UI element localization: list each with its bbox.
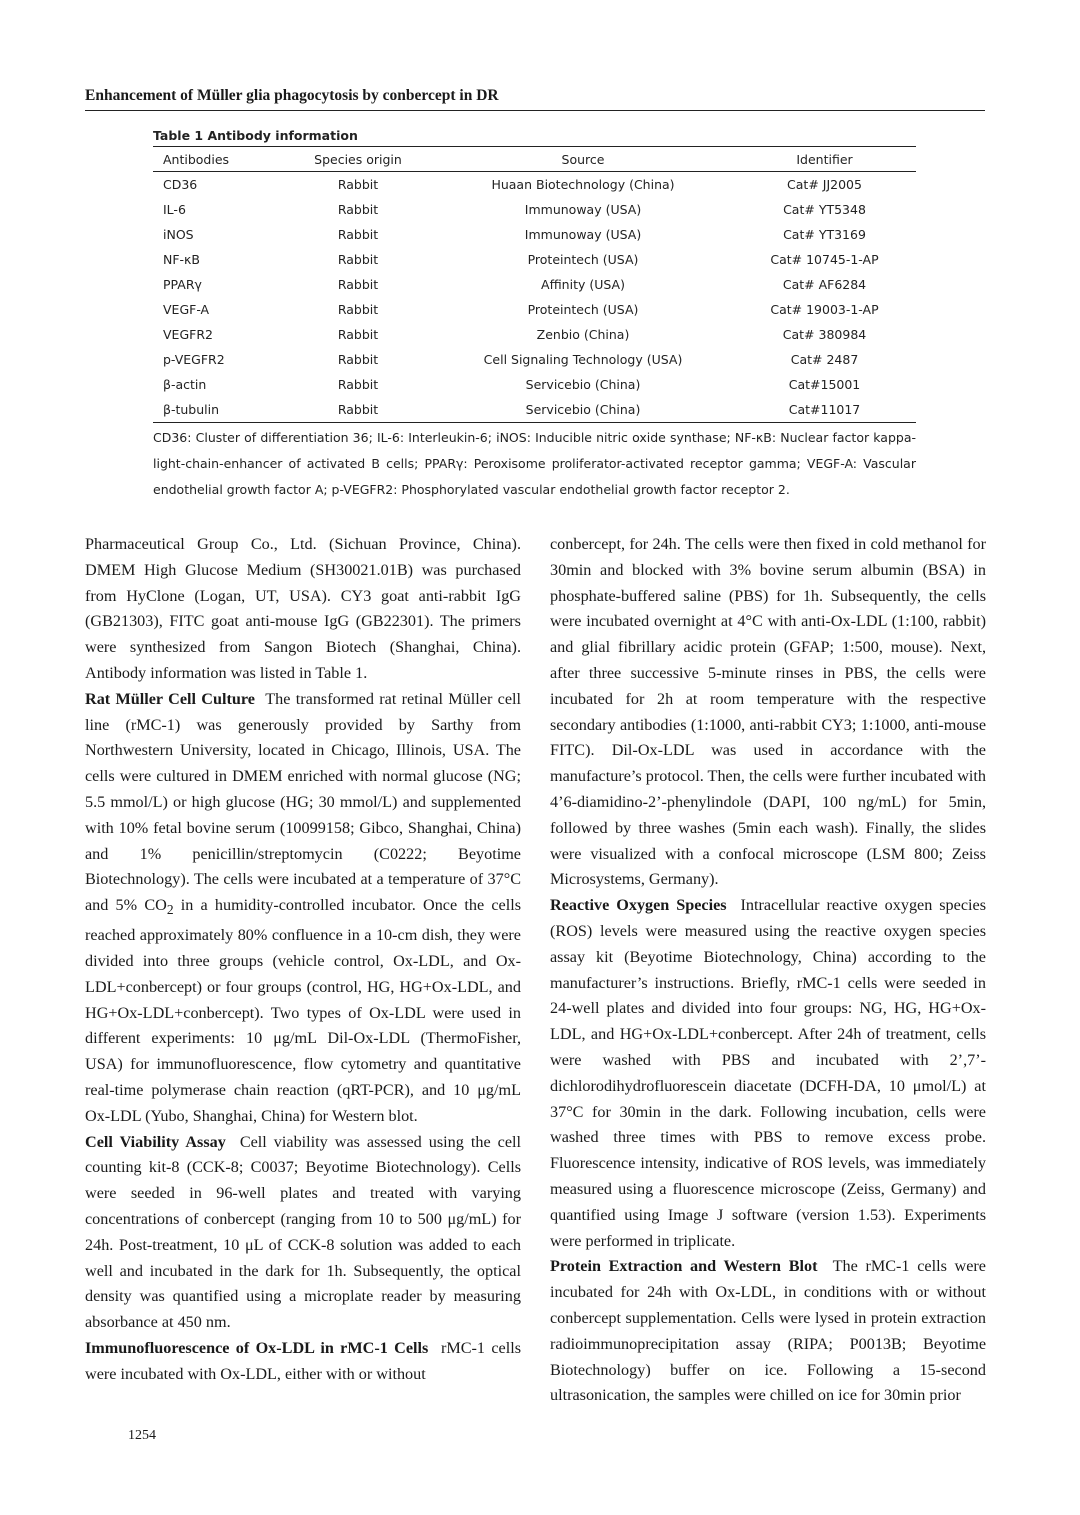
antibody-table bbox=[153, 146, 916, 423]
cell-antibody: β-tubulin bbox=[153, 397, 283, 423]
cell-source: Affinity (USA) bbox=[541, 277, 625, 292]
table-caption: Table 1 Antibody information bbox=[153, 128, 358, 143]
cell-source: Immunoway (USA) bbox=[524, 227, 642, 242]
table-row bbox=[153, 347, 916, 372]
table-row bbox=[153, 247, 916, 272]
paragraph-cell-culture-text-b: in a humidity-controlled incubator. Once the cells reached approximately 80% confluence in a 10-cm dish, they were divided into three groups (vehicle control, Ox-LDL, and Ox-LDL+conbercept) or four groups (control, HG, HG+Ox-LDL, and HG+Ox-LDL+conbercept). Two types of Ox-LDL were used in different experiments: 10 μg/mL Dil-Ox-LDL (ThermoFisher, USA) for immunofluorescence, flow cytometry and quantitative real-time polymerase chain reaction (qRT-PCR), and 10 μg/mL Ox-LDL (Yubo, Shanghai, China) for Western blot. bbox=[85, 896, 521, 1125]
cell-species: Rabbit bbox=[337, 327, 379, 342]
cell-identifier: Cat# AF6284 bbox=[782, 277, 867, 292]
cell-antibody: VEGFR2 bbox=[163, 327, 213, 342]
table-row bbox=[153, 322, 916, 347]
header-identifier: Identifier bbox=[733, 147, 916, 172]
section-heading-western-blot: Protein Extraction and Western Blot bbox=[550, 1257, 818, 1276]
header-antibodies: Antibodies bbox=[153, 147, 283, 172]
table-row bbox=[153, 372, 916, 397]
table-row bbox=[153, 272, 916, 297]
cell-source: Servicebio (China) bbox=[433, 397, 733, 423]
cell-identifier: Cat# YT5348 bbox=[783, 202, 866, 217]
cell-source: Zenbio (China) bbox=[536, 327, 630, 342]
paragraph-immunofluorescence bbox=[85, 1336, 521, 1388]
table-row bbox=[153, 172, 916, 198]
table-header-row bbox=[153, 147, 916, 172]
cell-source: Cell Signaling Technology (USA) bbox=[483, 352, 683, 367]
cell-species: Rabbit bbox=[337, 227, 379, 242]
paragraph-western-blot-text: The rMC-1 cells were incubated for 24h with Ox-LDL, in conditions with or without conbercept supplementation. Cells were lysed in protein extraction radioimmunoprecipitation assay (RIPA; P0013B; Beyotime Biotechnology) buffer on ice. Following a 15-second ultrasonication, the samples were chilled on ice for 30min prior bbox=[550, 1257, 986, 1405]
cell-antibody: PPARγ bbox=[163, 277, 202, 292]
cell-antibody: β-actin bbox=[163, 377, 207, 392]
paragraph-ros-text: Intracellular reactive oxygen species (ROS) levels were measured using the reactive oxygen species assay kit (Beyotime Biotechnology, China) according to the manufacturer’s instructions. Briefly, rMC-1 cells were seeded in 24-well plates and divided into four groups: NG, HG, HG+Ox-LDL, and HG+Ox-LDL+conbercept. After 24h of treatment, cells were washed with PBS and incubated with 2’,7’-dichlorodihydrofluorescein diacetate (DCFH-DA, 10 μmol/L) at 37°C for 30min in the dark. Following incubation, cells were washed three times with PBS to remove excess probe. Fluorescence intensity, indicative of ROS levels, was immediately measured using a fluorescence microscope (Zeiss, Germany) and quantified using Image J software (version 1.53). Experiments were performed in triplicate. bbox=[550, 896, 986, 1250]
cell-source: Immunoway (USA) bbox=[524, 202, 642, 217]
table-row bbox=[153, 197, 916, 222]
right-column bbox=[550, 532, 986, 1409]
paragraph-ros bbox=[550, 893, 986, 1254]
section-heading-immunofluorescence: Immunofluorescence of Ox-LDL in rMC-1 Cells bbox=[85, 1338, 429, 1357]
paragraph-cell-viability-text: Cell viability was assessed using the cell counting kit-8 (CCK-8; C0037; Beyotime Biotechnology). Cells were seeded in 96-well plates and treated with varying concentrations of conbercept (ranging from 10 to 500 μg/mL) for 24h. Post-treatment, 10 μL of CCK-8 solution was added to each well and incubated in the dark for 1h. Subsequently, the optical density was quantified using a microplate reader by measuring absorbance at 450 nm. bbox=[85, 1132, 521, 1332]
header-source: Source bbox=[433, 147, 733, 172]
cell-antibody: IL-6 bbox=[163, 202, 186, 217]
cell-species: Rabbit bbox=[337, 377, 379, 392]
cell-identifier: Cat# JJ2005 bbox=[787, 177, 862, 192]
cell-species: Rabbit bbox=[337, 252, 379, 267]
table-footnote: CD36: Cluster of differentiation 36; IL-6: Interleukin-6; iNOS: Inducible nitric oxide synthase; NF-κB: Nuclear factor kappa-light-chain-enhancer of activated B cells; PPARγ: Peroxisome proliferator-activated receptor gamma; VEGF-A: Vascular endothelial growth factor A; p-VEGFR2: Phosphorylated vascular endothelial growth factor receptor 2. bbox=[153, 430, 916, 497]
cell-antibody: CD36 bbox=[163, 177, 198, 192]
cell-source: Proteintech (USA) bbox=[527, 252, 639, 267]
table-row bbox=[153, 297, 916, 322]
cell-identifier: Cat# 380984 bbox=[782, 327, 867, 342]
cell-species: Rabbit bbox=[337, 177, 379, 192]
paragraph-materials: Pharmaceutical Group Co., Ltd. (Sichuan Province, China). DMEM High Glucose Medium (SH30021.01B) was purchased from HyClone (Logan, UT, USA). CY3 goat anti-rabbit IgG (GB21303), FITC goat anti-mouse IgG (GB22301). The primers were synthesized from Sangon Biotech (Shanghai, China). Antibody information was listed in Table 1. bbox=[85, 535, 521, 682]
cell-identifier: Cat#11017 bbox=[733, 397, 916, 423]
cell-species: Rabbit bbox=[337, 277, 379, 292]
paragraph-immunofluorescence-continued: conbercept, for 24h. The cells were then fixed in cold methanol for 30min and blocked with 3% bovine serum albumin (BSA) in phosphate-buffered saline (PBS) for 1h. Subsequently, the cells were incubated overnight at 4°C with anti-Ox-LDL (1:100, rabbit) and glial fibrillary acidic protein (GFAP; 1:500, mouse). Next, after three successive 5-minute rinses in PBS, the cells were incubated for 2h at room temperature with the respective secondary antibodies (1:1000, anti-rabbit CY3; 1:1000, anti-mouse FITC). Dil-Ox-LDL was used in accordance with the manufacture’s protocol. Then, the cells were further incubated with 4’6-diamidino-2’-phenylindole (DAPI, 100 ng/mL) for 5min, followed by three washes (5min each wash). Finally, the slides were visualized with a confocal microscope (LSM 800; Zeiss Microsystems, Germany). bbox=[550, 535, 986, 889]
section-heading-cell-culture: Rat Müller Cell Culture bbox=[85, 689, 255, 708]
cell-source: Proteintech (USA) bbox=[527, 302, 639, 317]
section-heading-ros: Reactive Oxygen Species bbox=[550, 896, 727, 915]
cell-species: Rabbit bbox=[283, 397, 433, 423]
header-species-origin: Species origin bbox=[283, 147, 433, 172]
table-row bbox=[153, 397, 916, 423]
running-title: Enhancement of Müller glia phagocytosis by conbercept in DR bbox=[85, 87, 985, 111]
section-heading-cell-viability: Cell Viability Assay bbox=[85, 1132, 226, 1151]
cell-identifier: Cat# YT3169 bbox=[783, 227, 866, 242]
cell-species: Rabbit bbox=[337, 302, 379, 317]
cell-antibody: NF-κB bbox=[163, 252, 200, 267]
paragraph-western-blot bbox=[550, 1254, 986, 1409]
left-column bbox=[85, 532, 521, 1388]
cell-identifier: Cat#15001 bbox=[788, 377, 861, 392]
table-row bbox=[153, 222, 916, 247]
paragraph-cell-viability bbox=[85, 1130, 521, 1336]
page-number: 1254 bbox=[128, 1428, 156, 1443]
paragraph-cell-culture-text-a: The transformed rat retinal Müller cell line (rMC-1) was generously provided by Sarthy from Northwestern University, located in Chicago, Illinois, USA. The cells were cultured in DMEM enriched with normal glucose (NG; 5.5 mmol/L) or high glucose (HG; 30 mmol/L) and supplemented with 10% fetal bovine serum (10099158; Gibco, Shanghai, China) and 1% penicillin/streptomycin (C0222; Beyotime Biotechnology). The cells were incubated at a temperature of 37°C and 5% CO bbox=[85, 689, 521, 915]
antibody-table-block bbox=[153, 128, 916, 503]
cell-source: Servicebio (China) bbox=[525, 377, 641, 392]
cell-antibody: p-VEGFR2 bbox=[163, 352, 225, 367]
paragraph-cell-culture bbox=[85, 687, 521, 1130]
subscript-co2: 2 bbox=[166, 902, 174, 918]
cell-species: Rabbit bbox=[337, 202, 379, 217]
cell-species: Rabbit bbox=[337, 352, 379, 367]
cell-source: Huaan Biotechnology (China) bbox=[491, 177, 675, 192]
cell-antibody: VEGF-A bbox=[163, 302, 210, 317]
cell-antibody: iNOS bbox=[163, 227, 194, 242]
cell-identifier: Cat# 2487 bbox=[790, 352, 859, 367]
cell-identifier: Cat# 19003-1-AP bbox=[770, 302, 879, 317]
cell-identifier: Cat# 10745-1-AP bbox=[770, 252, 879, 267]
paragraph-immunofluorescence-text: rMC-1 cells were incubated with Ox-LDL, either with or without bbox=[85, 1338, 521, 1383]
